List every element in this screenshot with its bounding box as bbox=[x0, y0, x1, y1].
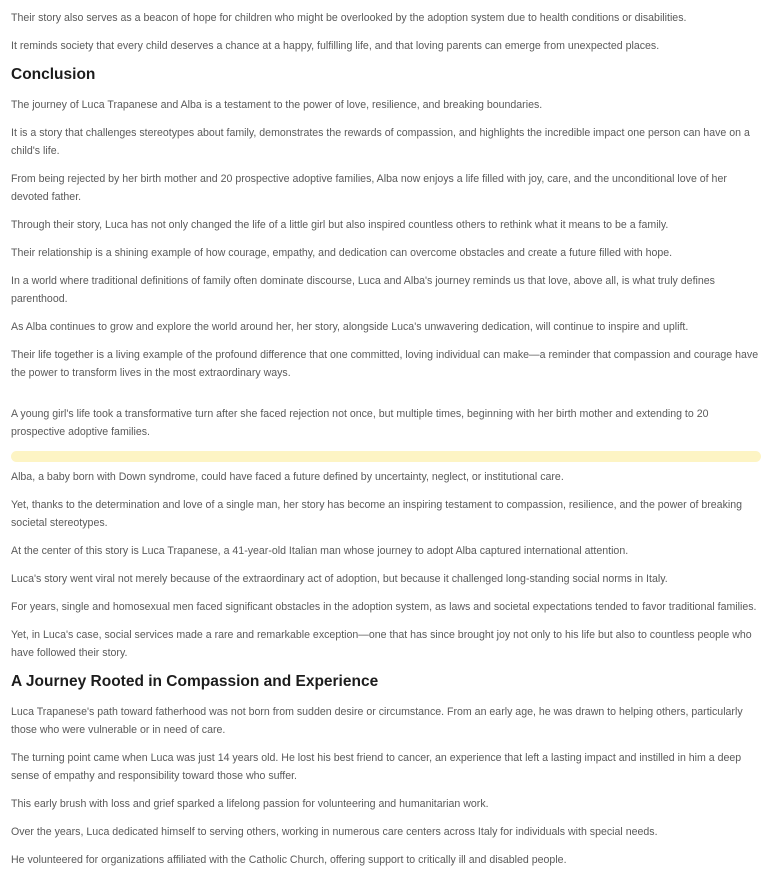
paragraph: It is a story that challenges stereotypes about family, demonstrates the rewards of compassion, and highlights the incredible impact one person can have on a child's life. bbox=[11, 127, 750, 157]
paragraph: Yet, thanks to the determination and love of a single man, her story has become an inspiring testament to compassion, resilience, and the power of breaking societal stereotypes. bbox=[11, 499, 742, 529]
journey-heading: A Journey Rooted in Compassion and Experience bbox=[11, 673, 379, 690]
paragraph: He volunteered for organizations affiliated with the Catholic Church, offering support to critically ill and disabled people. bbox=[11, 854, 567, 866]
highlight-bar bbox=[11, 451, 761, 462]
paragraph: Their story also serves as a beacon of hope for children who might be overlooked by the adoption system due to health conditions or disabilities. bbox=[11, 12, 687, 24]
paragraph: Their relationship is a shining example of how courage, empathy, and dedication can overcome obstacles and create a future filled with hope. bbox=[11, 247, 673, 259]
paragraph: The journey of Luca Trapanese and Alba is a testament to the power of love, resilience, and breaking boundaries. bbox=[11, 99, 543, 111]
paragraph: It reminds society that every child deserves a chance at a happy, fulfilling life, and that loving parents can emerge from unexpected places. bbox=[11, 40, 660, 52]
paragraph: Luca's story went viral not merely because of the extraordinary act of adoption, but because it challenged long-standing social norms in Italy. bbox=[11, 573, 668, 585]
paragraph: Luca Trapanese's path toward fatherhood was not born from sudden desire or circumstance. From an early age, he was drawn to helping others, particularly those who were vulnerable or in need of care. bbox=[11, 706, 743, 736]
intro-paragraph: A young girl's life took a transformative turn after she faced rejection not once, but multiple times, beginning with her birth mother and extending to 20 prospective adoptive families. bbox=[11, 408, 709, 438]
paragraph: For years, single and homosexual men faced significant obstacles in the adoption system, as laws and societal expectations tended to favor traditional families. bbox=[11, 601, 757, 613]
paragraph: At the center of this story is Luca Trapanese, a 41-year-old Italian man whose journey to adopt Alba captured international attention. bbox=[11, 545, 629, 557]
paragraph: Alba, a baby born with Down syndrome, could have faced a future defined by uncertainty, neglect, or institutional care. bbox=[11, 471, 564, 483]
paragraph: Through their story, Luca has not only changed the life of a little girl but also inspired countless others to rethink what it means to be a family. bbox=[11, 219, 669, 231]
paragraph: The turning point came when Luca was just 14 years old. He lost his best friend to cancer, an experience that left a lasting impact and instilled in him a deep sense of empathy and responsibility toward those who suffer. bbox=[11, 752, 742, 782]
paragraph: Yet, in Luca's case, social services made a rare and remarkable exception—one that has since brought joy not only to his life but also to countless people who have followed their story. bbox=[11, 629, 752, 659]
paragraph: Over the years, Luca dedicated himself to serving others, working in numerous care centers across Italy for individuals with special needs. bbox=[11, 826, 658, 838]
conclusion-heading: Conclusion bbox=[11, 66, 96, 83]
paragraph: This early brush with loss and grief sparked a lifelong passion for volunteering and humanitarian work. bbox=[11, 798, 489, 810]
paragraph: From being rejected by her birth mother and 20 prospective adoptive families, Alba now enjoys a life filled with joy, care, and the unconditional love of her devoted father. bbox=[11, 173, 727, 203]
paragraph: Their life together is a living example of the profound difference that one committed, loving individual can make—a reminder that compassion and courage have the power to transform lives in the most extraordinary ways. bbox=[11, 349, 759, 379]
paragraph: In a world where traditional definitions of family often dominate discourse, Luca and Alba's journey reminds us that love, above all, is what truly defines parenthood. bbox=[11, 275, 715, 305]
paragraph: As Alba continues to grow and explore the world around her, her story, alongside Luca's unwavering dedication, will continue to inspire and uplift. bbox=[11, 321, 689, 333]
